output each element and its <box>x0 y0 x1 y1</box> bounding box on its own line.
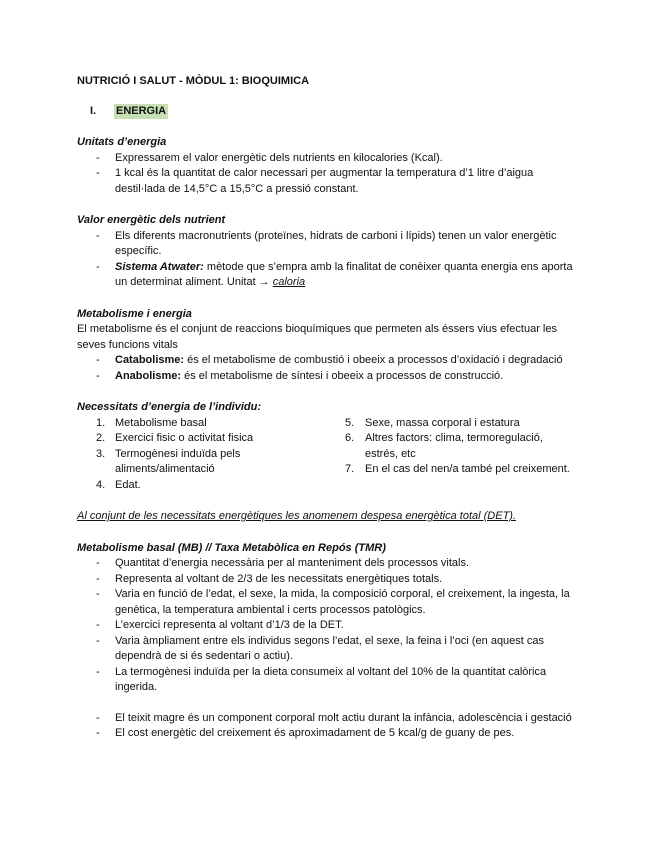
valor-heading: Valor energètic dels nutrient <box>77 214 226 226</box>
list-item: - Els diferents macronutrients (proteïnes, hidrats de carboni i lípids) tenen un valor energètic específic. <box>77 229 577 260</box>
unitats-list <box>77 151 577 198</box>
item-text: Altres factors: clima, termoregulació, estrés, etc <box>365 432 543 460</box>
basal-list <box>77 556 577 742</box>
list-item <box>77 447 327 478</box>
list-item <box>77 478 327 494</box>
catabolisme-text: és el metabolisme de combustió i obeeix a processos d’oxidació i degradació <box>184 354 563 366</box>
caloria-link[interactable]: caloria <box>272 276 306 288</box>
list-item: - Varia àmpliament entre els individus segons l’edat, el sexe, la feina i l’oci (en aquest cas dependrà de si és sedentari o actiu). <box>77 634 577 665</box>
list-item: - Varia en funció de l’edat, el sexe, la mida, la composició corporal, el creixement, la ingesta, la genètica, la temperatura ambiental i certs processos patològics. <box>77 587 577 618</box>
list-item <box>327 462 577 478</box>
list-item <box>77 416 327 432</box>
list-item <box>327 416 577 432</box>
item-number: 7. <box>345 463 355 475</box>
necessitats-columns <box>77 416 577 494</box>
item-text: Exercici fisic o activitat fisica <box>115 432 254 444</box>
basal-heading: Metabolisme basal (MB) // Taxa Metabòlica en Repós (TMR) <box>77 541 386 554</box>
list-item: - Representa al voltant de 2/3 de les necessitats energètiques totals. <box>77 572 577 588</box>
list-item <box>77 260 577 291</box>
det-note: Al conjunt de les necessitats energètiques les anomenem despesa energètica total (DET). <box>77 510 517 522</box>
necessitats-right-column <box>327 416 577 494</box>
necessitats-left-column <box>77 416 327 494</box>
section-label: ENERGIA <box>114 104 168 120</box>
atwater-text: mètode que s’empra amb la finalitat de conèixer quanta energia ens aporta un determinat aliment. Unitat → <box>115 260 573 288</box>
list-item <box>77 431 327 447</box>
list-item <box>327 431 577 462</box>
section-number: I. <box>90 104 97 117</box>
item-number: 5. <box>345 416 355 429</box>
item-text: Metabolisme basal <box>115 416 207 429</box>
item-text: Edat. <box>115 478 141 491</box>
document-title: NUTRICIÓ I SALUT - MÒDUL 1: BIOQUIMICA <box>77 75 310 87</box>
item-text: En el cas del nen/a també pel creixement. <box>365 463 570 475</box>
list-item <box>77 369 577 385</box>
item-text: Sexe, massa corporal i estatura <box>365 416 520 429</box>
atwater-term: Sistema Atwater: <box>115 260 204 273</box>
metabolisme-list <box>77 353 577 384</box>
item-text: Termogènesi induïda pels aliments/alimentació <box>115 447 241 475</box>
valor-list <box>77 229 577 291</box>
item-number: 1. <box>96 416 106 429</box>
list-item: - El cost energètic del creixement és aproximadament de 5 kcal/g de guany de pes. <box>77 726 577 742</box>
list-item <box>77 353 577 369</box>
necessitats-heading: Necessitats d’energia de l’individu: <box>77 401 261 413</box>
list-item: - Expressarem el valor energètic dels nutrients en kilocalories (Kcal). <box>77 151 577 167</box>
metabolisme-intro: El metabolisme és el conjunt de reaccions bioquímiques que permeten als éssers vius efectuar les seves funcions vitals <box>77 323 557 351</box>
anabolisme-term: Anabolisme: <box>115 369 182 382</box>
metabolisme-heading: Metabolisme i energia <box>77 307 192 320</box>
section-heading <box>90 104 577 120</box>
anabolisme-text: és el metabolisme de síntesi i obeeix a processos de construcció. <box>181 369 504 382</box>
list-item: - L’exercici representa al voltant d’1/3 de la DET. <box>77 618 577 634</box>
catabolisme-term: Catabolisme: <box>115 354 185 366</box>
list-item: - 1 kcal és la quantitat de calor necessari per augmentar la temperatura d’1 litre d’aigua destil·lada de 14,5°C a 15,5°C a pressió constant. <box>77 166 577 197</box>
list-item: - La termogènesi induïda per la dieta consumeix al voltant del 10% de la quantitat calòrica ingerida. <box>77 665 577 696</box>
document-page <box>77 74 577 742</box>
list-item: - Quantitat d’energia necessària per al manteniment dels processos vitals. <box>77 556 577 572</box>
item-number: 6. <box>345 432 355 444</box>
item-number: 3. <box>96 447 106 460</box>
list-item: - El teixit magre és un component corporal molt actiu durant la infància, adolescència i gestació <box>77 711 577 727</box>
unitats-heading: Unitats d’energia <box>77 136 167 148</box>
item-number: 4. <box>96 478 106 491</box>
item-number: 2. <box>96 432 106 444</box>
